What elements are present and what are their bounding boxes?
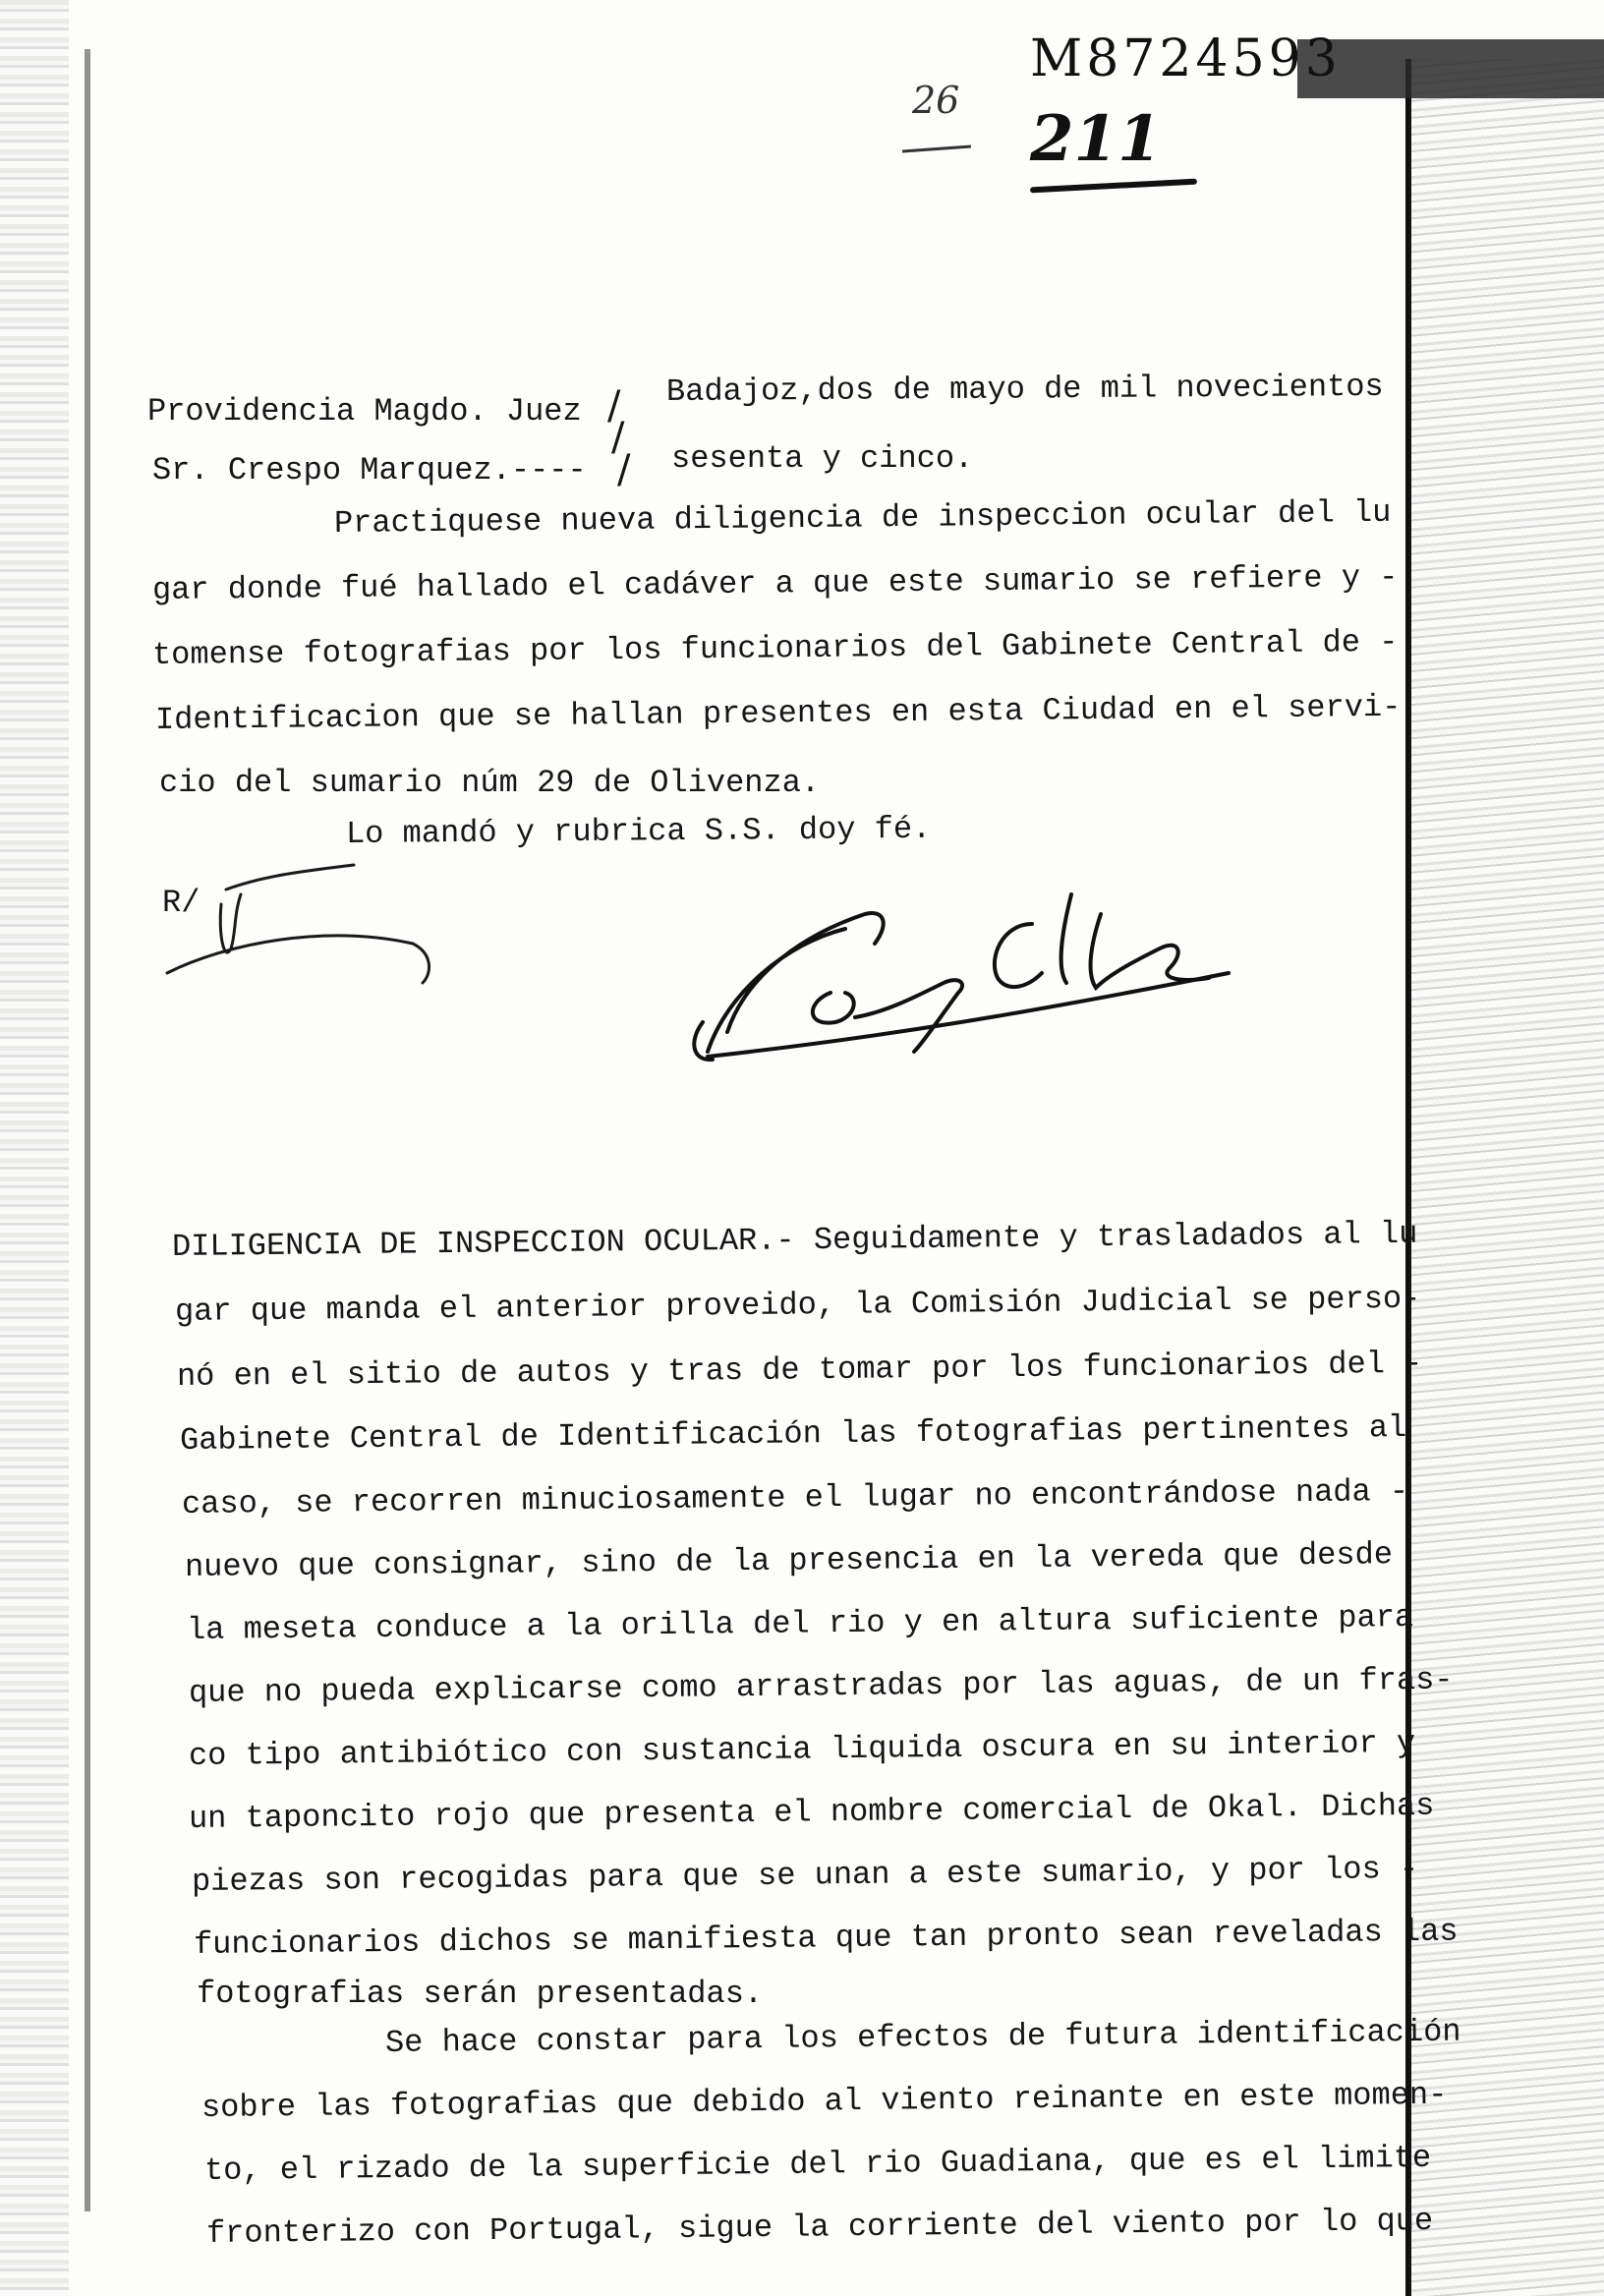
diligencia-line: gar que manda el anterior proveido, la Comisión Judicial se perso- — [174, 1280, 1421, 1330]
providencia-body-line: tomense fotografias por los funcionarios del Gabinete Central de - — [151, 623, 1399, 673]
diligencia-line: DILIGENCIA DE INSPECCION OCULAR.- Seguidamente y trasladados al lu — [171, 1215, 1418, 1265]
diligencia-line: piezas son recogidas para que se unan a este sumario, y por los - — [191, 1850, 1419, 1900]
separator-slash: / — [617, 447, 631, 492]
folio-small-number: 26 — [912, 79, 960, 122]
diligencia-line: que no pueda explicarse como arrastradas por las aguas, de un fras- — [188, 1661, 1454, 1711]
providencia-date-line-2: sesenta y cinco. — [671, 440, 974, 477]
providencia-body-line: Identificacion que se hallan presentes en esta Ciudad en el servi- — [154, 688, 1402, 738]
diligencia-line: fotografias serán presentadas. — [197, 1976, 764, 2012]
providencia-caption-line-1: Providencia Magdo. Juez — [147, 393, 582, 430]
diligencia-line: to, el rizado de la superficie del rio Guadiana, que es el limite — [203, 2139, 1432, 2189]
folio-number: 211 — [1030, 102, 1162, 176]
judge-signature — [694, 894, 1229, 1060]
diligencia-line: funcionarios dichos se manifiesta que tan pronto sean reveladas las — [193, 1913, 1459, 1963]
providencia-caption-line-2: Sr. Crespo Marquez.---- — [152, 452, 587, 488]
diligencia-line: Se hace constar para los efectos de futura identificación — [384, 2013, 1461, 2061]
providencia-closing-line: Lo mandó y rubrica S.S. doy fé. — [345, 810, 932, 852]
separator-slash: / — [611, 415, 625, 460]
providencia-body-line: Practiquese nueva diligencia de inspeccion ocular del lu — [333, 493, 1392, 542]
diligencia-line: nó en el sitio de autos y tras de tomar por los funcionarios del - — [176, 1345, 1423, 1395]
diligencia-line: co tipo antibiótico con sustancia liquida oscura en su interior y — [188, 1724, 1416, 1774]
rubric-flourish — [167, 865, 430, 983]
providencia-body-line: cio del sumario núm 29 de Olivenza. — [159, 765, 821, 801]
diligencia-line: nuevo que consignar, sino de la presencia en la vereda que desde — [184, 1536, 1394, 1585]
diligencia-line: un taponcito rojo que presenta el nombre comercial de Okal. Dichas — [188, 1787, 1435, 1837]
rubric-mark: R/ — [162, 885, 200, 921]
diligencia-line: Gabinete Central de Identificación las fotografias pertinentes al — [179, 1408, 1407, 1459]
separator-slash: / — [607, 383, 621, 429]
diligencia-line: sobre las fotografias que debido al viento reinante en este momen- — [200, 2076, 1448, 2126]
diligencia-line: caso, se recorren minuciosamente el lugar no encontrándose nada - — [181, 1472, 1409, 1522]
providencia-body-line: gar donde fué hallado el cadáver a que este sumario se refiere y - — [151, 558, 1399, 608]
diligencia-line: fronterizo con Portugal, sigue la corriente del viento por lo que — [205, 2202, 1434, 2252]
providencia-date-line-1: Badajoz,dos de mayo de mil novecientos — [665, 368, 1384, 410]
diligencia-line: la meseta conduce a la orilla del rio y en altura suficiente para — [186, 1598, 1414, 1648]
document-number: M8724593 — [1030, 29, 1342, 88]
